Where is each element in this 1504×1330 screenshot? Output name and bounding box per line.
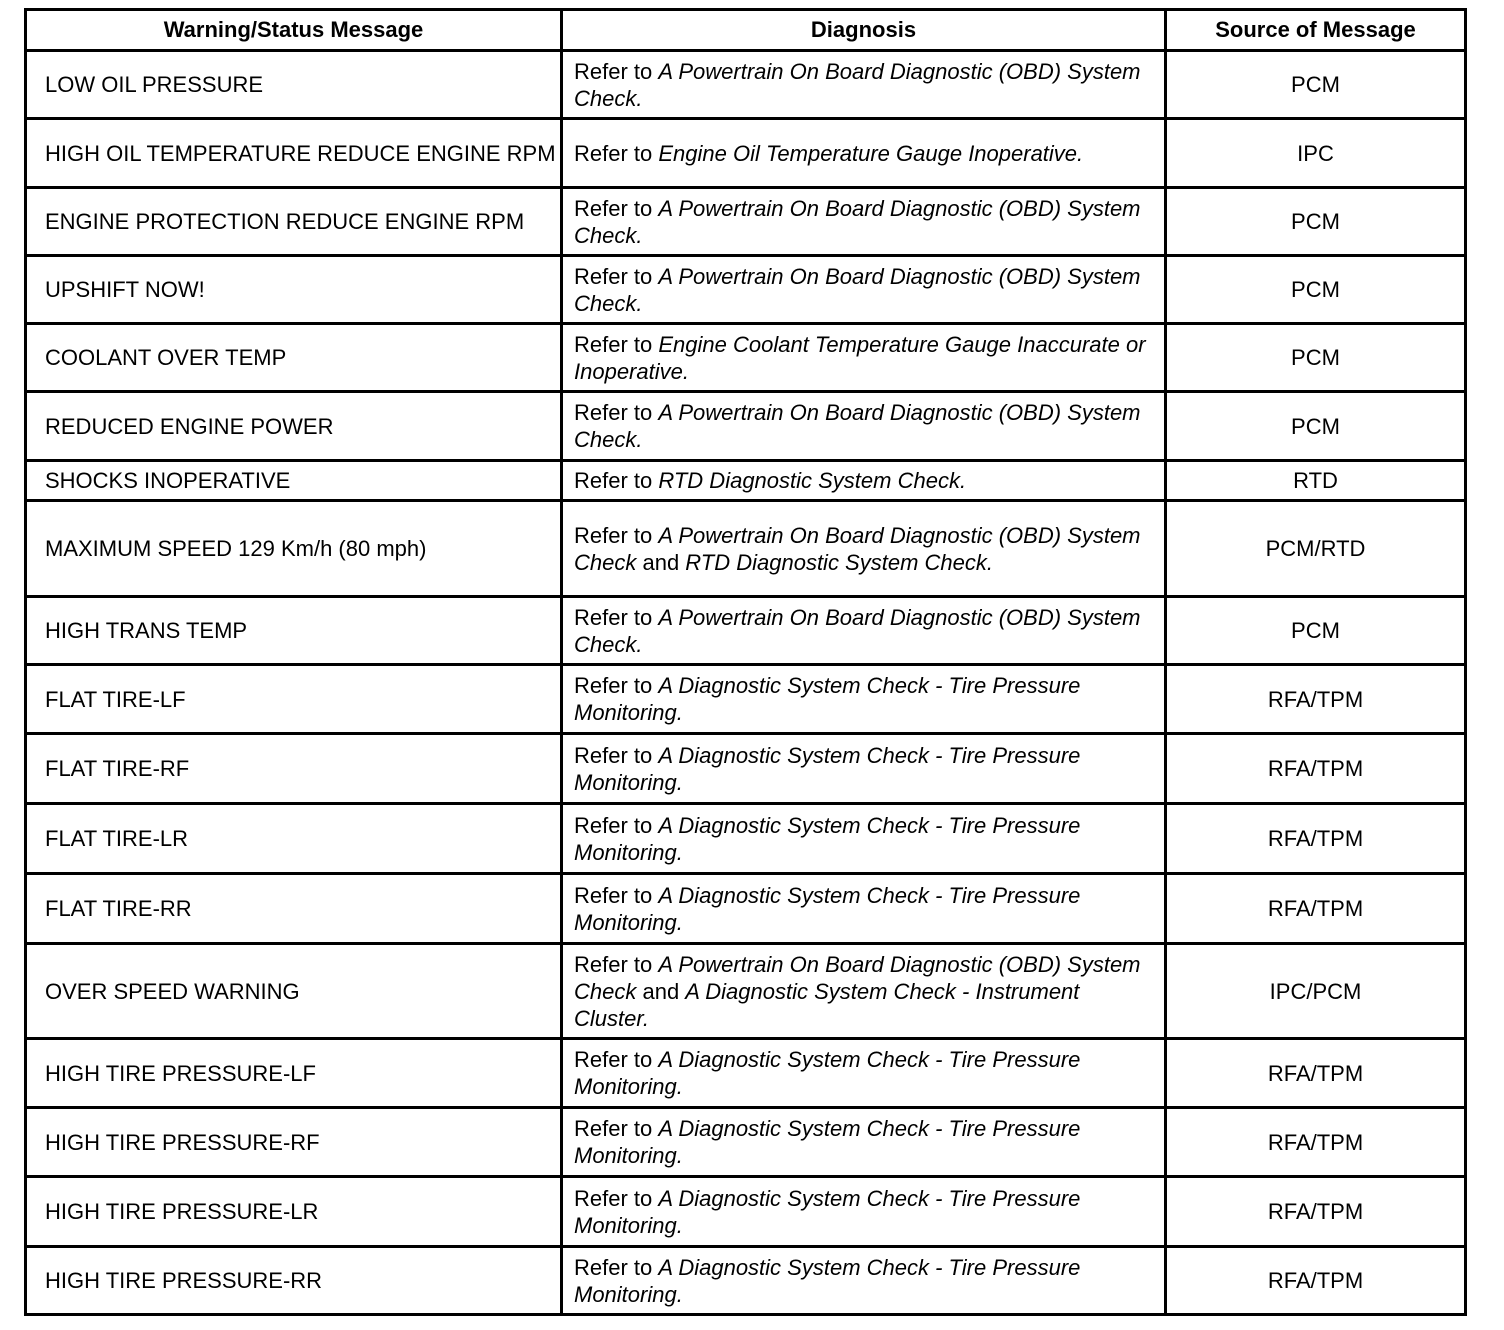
table-row [26, 1177, 1466, 1247]
diagnosis-reference: A Diagnostic System Check - Tire Pressure Monitoring. [574, 812, 1081, 865]
table-row [26, 256, 1466, 324]
header-source-of-message: Source of Message [1166, 10, 1466, 51]
diagnosis-reference: A Powertrain On Board Diagnostic (OBD) System Check. [574, 195, 1141, 248]
source-cell: PCM [1166, 392, 1466, 461]
source-cell: RFA/TPM [1166, 734, 1466, 804]
diagnosis-cell [562, 944, 1166, 1039]
diagnosis-reference: A Powertrain On Board Diagnostic (OBD) System Check. [574, 58, 1141, 111]
source-cell: RFA/TPM [1166, 1039, 1466, 1108]
table-row [26, 1039, 1466, 1108]
header-row [26, 10, 1466, 51]
diagnosis-cell [562, 1177, 1166, 1247]
table-row [26, 392, 1466, 461]
source-cell: RTD [1166, 461, 1466, 501]
table-row [26, 665, 1466, 734]
source-cell: RFA/TPM [1166, 1247, 1466, 1315]
diagnosis-reference: Engine Oil Temperature Gauge Inoperative. [658, 140, 1084, 166]
header-warning-status-message: Warning/Status Message [26, 10, 562, 51]
diagnosis-cell [562, 874, 1166, 944]
diagnosis-text: Refer to [574, 263, 659, 289]
diagnosis-reference: A Powertrain On Board Diagnostic (OBD) System Check. [574, 263, 1141, 316]
source-cell: IPC/PCM [1166, 944, 1466, 1039]
warning-message-cell: HIGH TIRE PRESSURE-RR [26, 1247, 562, 1315]
table-row [26, 1247, 1466, 1315]
warning-message-cell: COOLANT OVER TEMP [26, 324, 562, 392]
diagnosis-text: and [636, 978, 686, 1004]
table-row [26, 119, 1466, 188]
table-row [26, 944, 1466, 1039]
diagnosis-cell [562, 665, 1166, 734]
diagnosis-text: Refer to [574, 812, 659, 838]
diagnosis-cell [562, 734, 1166, 804]
warning-message-cell: FLAT TIRE-RF [26, 734, 562, 804]
diagnosis-cell [562, 324, 1166, 392]
diagnosis-text: Refer to [574, 195, 659, 221]
diagnosis-text: Refer to [574, 1116, 659, 1141]
diagnosis-text: Refer to [574, 140, 659, 166]
table-row [26, 324, 1466, 392]
warning-message-cell: ENGINE PROTECTION REDUCE ENGINE RPM [26, 188, 562, 256]
diagnosis-text: Refer to [574, 400, 659, 425]
diagnosis-reference: A Powertrain On Board Diagnostic (OBD) System Check. [574, 604, 1141, 657]
warning-message-cell: HIGH TRANS TEMP [26, 597, 562, 665]
source-cell: RFA/TPM [1166, 1177, 1466, 1247]
warning-message-cell: SHOCKS INOPERATIVE [26, 461, 562, 501]
table-header [26, 10, 1466, 51]
warning-message-cell: HIGH TIRE PRESSURE-RF [26, 1108, 562, 1177]
diagnosis-text: Refer to [574, 673, 659, 698]
warning-message-cell: HIGH OIL TEMPERATURE REDUCE ENGINE RPM [26, 119, 562, 188]
diagnosis-text: Refer to [574, 604, 659, 630]
source-cell: PCM [1166, 188, 1466, 256]
diagnosis-cell [562, 461, 1166, 501]
source-cell: PCM [1166, 597, 1466, 665]
warning-message-cell: FLAT TIRE-LR [26, 804, 562, 874]
table-row [26, 51, 1466, 119]
diagnosis-text: Refer to [574, 1254, 659, 1280]
warning-message-table [24, 8, 1467, 1316]
warning-message-cell: OVER SPEED WARNING [26, 944, 562, 1039]
warning-message-cell: MAXIMUM SPEED 129 Km/h (80 mph) [26, 501, 562, 597]
table-row [26, 1108, 1466, 1177]
table-row [26, 734, 1466, 804]
diagnosis-reference: A Diagnostic System Check - Tire Pressure Monitoring. [574, 1047, 1081, 1099]
diagnosis-reference: A Powertrain On Board Diagnostic (OBD) System Check [574, 522, 1141, 575]
diagnosis-text: Refer to [574, 1047, 659, 1072]
diagnosis-cell [562, 597, 1166, 665]
diagnosis-cell [562, 256, 1166, 324]
table-row [26, 188, 1466, 256]
diagnosis-text: Refer to [574, 58, 659, 84]
header-diagnosis: Diagnosis [562, 10, 1166, 51]
source-cell: RFA/TPM [1166, 874, 1466, 944]
diagnosis-cell [562, 188, 1166, 256]
warning-message-cell: FLAT TIRE-RR [26, 874, 562, 944]
diagnosis-text: Refer to [574, 468, 659, 493]
diagnosis-text: Refer to [574, 742, 659, 768]
diagnosis-reference: A Diagnostic System Check - Tire Pressure Monitoring. [574, 882, 1081, 935]
diagnosis-text: Refer to [574, 1185, 659, 1211]
warning-message-cell: UPSHIFT NOW! [26, 256, 562, 324]
diagnosis-cell [562, 1108, 1166, 1177]
source-cell: PCM [1166, 324, 1466, 392]
diagnosis-reference: RTD Diagnostic System Check. [685, 549, 993, 575]
source-cell: PCM [1166, 256, 1466, 324]
table-body [26, 51, 1466, 1315]
diagnosis-text: Refer to [574, 951, 659, 977]
source-cell: RFA/TPM [1166, 1108, 1466, 1177]
source-cell: RFA/TPM [1166, 804, 1466, 874]
diagnosis-text: Refer to [574, 331, 659, 357]
diagnosis-reference: Engine Coolant Temperature Gauge Inaccurate or Inoperative. [574, 331, 1146, 384]
diagnosis-cell [562, 51, 1166, 119]
table-row [26, 501, 1466, 597]
warning-message-cell: LOW OIL PRESSURE [26, 51, 562, 119]
table-row [26, 461, 1466, 501]
diagnosis-text: Refer to [574, 522, 659, 548]
diagnosis-reference: A Diagnostic System Check - Tire Pressure Monitoring. [574, 1254, 1081, 1307]
diagnosis-reference: A Diagnostic System Check - Tire Pressure Monitoring. [574, 742, 1081, 795]
source-cell: PCM [1166, 51, 1466, 119]
warning-message-cell: REDUCED ENGINE POWER [26, 392, 562, 461]
source-cell: RFA/TPM [1166, 665, 1466, 734]
source-cell: IPC [1166, 119, 1466, 188]
table-row [26, 597, 1466, 665]
diagnosis-reference: A Powertrain On Board Diagnostic (OBD) System Check [574, 951, 1141, 1004]
diagnosis-reference: RTD Diagnostic System Check. [658, 468, 967, 493]
diagnosis-cell [562, 804, 1166, 874]
diagnosis-cell [562, 501, 1166, 597]
diagnosis-text: and [636, 549, 686, 575]
diagnosis-reference: A Diagnostic System Check - Instrument Cluster. [574, 978, 1080, 1031]
diagnosis-reference: A Diagnostic System Check - Tire Pressure Monitoring. [574, 1185, 1081, 1238]
diagnosis-cell [562, 1247, 1166, 1315]
table-row [26, 804, 1466, 874]
diagnosis-cell [562, 1039, 1166, 1108]
source-cell: PCM/RTD [1166, 501, 1466, 597]
diagnosis-cell [562, 119, 1166, 188]
diagnosis-reference: A Diagnostic System Check - Tire Pressure Monitoring. [574, 1116, 1081, 1168]
warning-message-cell: HIGH TIRE PRESSURE-LR [26, 1177, 562, 1247]
table-row [26, 874, 1466, 944]
diagnosis-reference: A Powertrain On Board Diagnostic (OBD) System Check. [574, 400, 1141, 452]
warning-message-cell: HIGH TIRE PRESSURE-LF [26, 1039, 562, 1108]
diagnosis-text: Refer to [574, 882, 659, 908]
diagnosis-cell [562, 392, 1166, 461]
warning-message-cell: FLAT TIRE-LF [26, 665, 562, 734]
diagnosis-reference: A Diagnostic System Check - Tire Pressure Monitoring. [574, 673, 1081, 725]
